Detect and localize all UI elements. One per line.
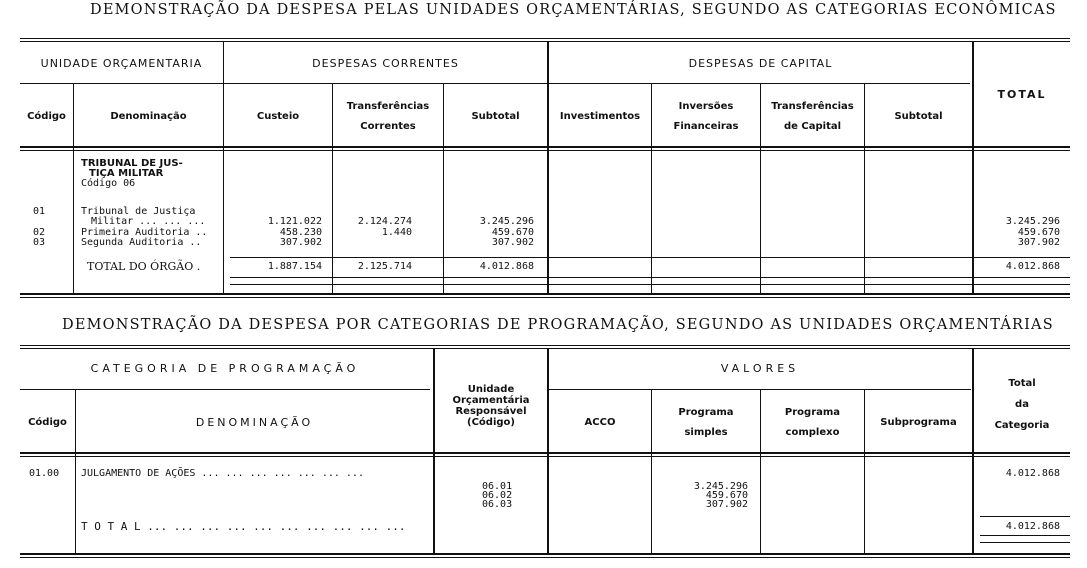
row2-custeio: 458.230 xyxy=(279,227,322,238)
row2-transferencias: 1.440 xyxy=(381,227,412,238)
prog-row-simples-3: 307.902 xyxy=(705,499,748,510)
col-denominacao: Denominação xyxy=(110,111,187,122)
row3-custeio: 307.902 xyxy=(279,237,322,248)
header-valores: VALORES xyxy=(720,362,800,375)
row3-subtotal: 307.902 xyxy=(491,237,534,248)
header-despesas-correntes: DESPESAS CORRENTES xyxy=(312,57,459,70)
section1-title: DEMONSTRAÇÃO DA DESPESA PELAS UNIDADES ORÇAMENTÁRIAS, SEGUNDO AS CATEGORIAS ECONÔMICAS xyxy=(90,2,1057,18)
row1-codigo: 01 xyxy=(33,206,46,217)
total-orgao-subtotal: 4.012.868 xyxy=(479,261,534,272)
row2-denominacao: Primeira Auditoria .. xyxy=(81,227,208,238)
col2-codigo: Código xyxy=(28,417,67,428)
col-subtotal-correntes: Subtotal xyxy=(471,111,520,122)
col-transferencias-correntes: Transferências Correntes xyxy=(346,101,430,132)
prog-total-value: 4.012.868 xyxy=(1005,521,1060,532)
col2-programa-simples: Programa simples xyxy=(678,407,734,438)
row1-transferencias: 2.124.274 xyxy=(357,216,412,227)
prog-row-unidade-2: 06.02 xyxy=(482,490,513,501)
row1-subtotal: 3.245.296 xyxy=(479,216,534,227)
header-unidade-orcamentaria: UNIDADE ORÇAMENTARIA xyxy=(40,57,203,70)
prog-row-total: 4.012.868 xyxy=(1005,468,1060,479)
col2-programa-complexo: Programa complexo xyxy=(784,407,841,438)
total-orgao-label: TOTAL DO ÓRGÃO . xyxy=(87,260,201,273)
col2-denominacao: DENOMINAÇÃO xyxy=(195,416,314,429)
row1-denominacao-cont: Militar ... ... ... xyxy=(91,216,206,227)
prog-row-unidade-3: 06.03 xyxy=(482,499,513,510)
row1-total: 3.245.296 xyxy=(1005,216,1060,227)
total-orgao-total: 4.012.868 xyxy=(1005,261,1060,272)
header-total: TOTAL xyxy=(997,88,1047,101)
header-categoria-programacao: CATEGORIA DE PROGRAMAÇÃO xyxy=(90,362,360,375)
col2-unidade-responsavel: Unidade Orçamentária Responsável (Código) xyxy=(452,384,530,428)
row1-denominacao: Tribunal de Justiça xyxy=(81,206,196,217)
total-orgao-custeio: 1.887.154 xyxy=(267,261,322,272)
col-codigo: Código xyxy=(27,111,66,122)
orgao-heading: TRIBUNAL DE JUS- TIÇA MILITAR Código 06 xyxy=(81,158,183,189)
row2-total: 459.670 xyxy=(1017,227,1060,238)
col-custeio: Custeio xyxy=(256,111,300,122)
section2-title: DEMONSTRAÇÃO DA DESPESA POR CATEGORIAS DE PROGRAMAÇÃO, SEGUNDO AS UNIDADES ORÇAMENTÁRIAS xyxy=(62,317,1054,333)
row2-codigo: 02 xyxy=(33,227,46,238)
prog-row-simples-1: 3.245.296 xyxy=(693,481,748,492)
prog-row-codigo: 01.00 xyxy=(29,468,60,479)
prog-total-label: T O T A L ... ... ... ... ... ... ... ... ... ... xyxy=(81,520,406,533)
row3-total: 307.902 xyxy=(1017,237,1060,248)
header-despesas-capital: DESPESAS DE CAPITAL xyxy=(688,57,833,70)
col-investimentos: Investimentos xyxy=(559,111,641,122)
prog-row-simples-2: 459.670 xyxy=(705,490,748,501)
total-orgao-transferencias: 2.125.714 xyxy=(357,261,412,272)
col-transferencias-capital: Transferências de Capital xyxy=(771,101,854,132)
prog-row-denominacao: JULGAMENTO DE AÇÕES ... ... ... ... ... ... ... xyxy=(81,468,364,479)
col-inversoes-financeiras: Inversões Financeiras xyxy=(673,101,739,132)
col2-acco: ACCO xyxy=(584,417,616,428)
col-subtotal-capital: Subtotal xyxy=(894,111,943,122)
row3-denominacao: Segunda Auditoria .. xyxy=(81,237,202,248)
prog-row-unidade-1: 06.01 xyxy=(482,481,513,492)
row3-codigo: 03 xyxy=(33,237,46,248)
row2-subtotal: 459.670 xyxy=(491,227,534,238)
col2-subprograma: Subprograma xyxy=(880,417,957,428)
row1-custeio: 1.121.022 xyxy=(267,216,322,227)
col2-total-categoria: Total da Categoria xyxy=(994,378,1050,431)
